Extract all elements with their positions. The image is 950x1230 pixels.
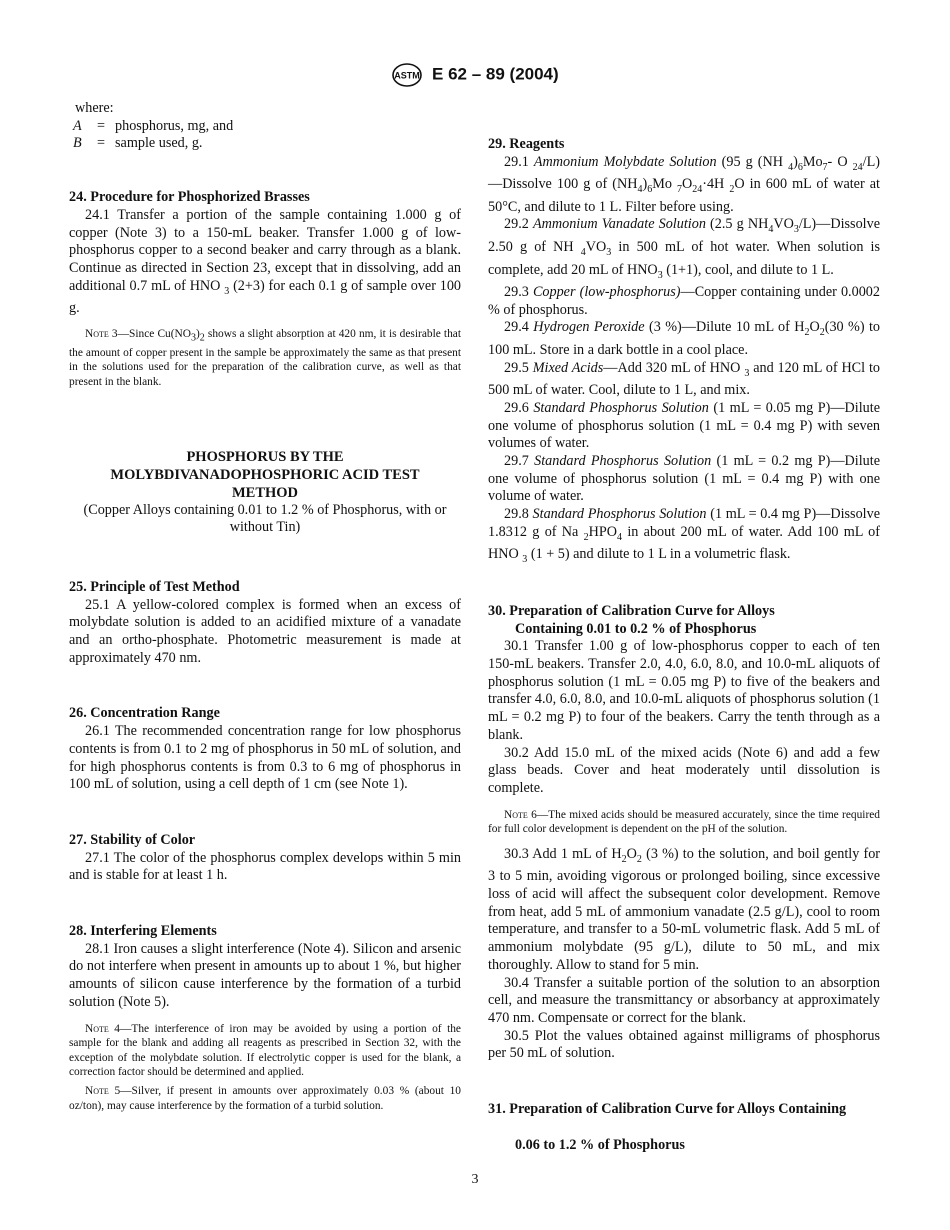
note-5: Note 5—Silver, if present in amounts over approximately 0.03 % (about 10 oz/ton), may cause interference by the formation of a turbid solution. xyxy=(69,1084,461,1112)
paragraph-29-1: 29.1 Ammonium Molybdate Solution (95 g (NH $_4)_6Mo_7-$ O $_{24}$/L)—Dissolve 100 g of $(NH_4)_6Mo$ $_7O_{24}\cdot 4H$ $_2$O in 600 mL of water at 50°C, and dilute to 1 L. Filter before using. xyxy=(488,153,880,215)
where-row xyxy=(69,135,461,153)
paragraph-29-3: 29.3 Copper (low-phosphorus)—Copper containing under 0.0002 % of phosphorus. xyxy=(488,284,880,318)
paragraph-25-1: 25.1 A yellow-colored complex is formed when an excess of molybdate solution is added to an acidified mixture of a vanadate and an ortho-phosphate. Photometric measurement is made at approximately 470 nm. xyxy=(69,596,461,666)
paragraph-26-1: 26.1 The recommended concentration range for low phosphorus contents is from 0.1 to 2 mg of phosphorus in 50 mL of solution, and for high phosphorus contents is from 0.3 to 6 mg of phosphorus in 100 mL of solution, using a cell depth of 1 cm (see Note 1). xyxy=(69,723,461,793)
paragraph-29-2: 29.2 Ammonium Vanadate Solution (2.5 g $NH_4VO_3/L)—Dissolve$ 2.50 g of NH $_4VO_3$ in 500 mL of hot water. When solution is complete, add 20 mL of $HNO_3$ (1+1), cool, and dilute to 1 L. xyxy=(488,216,881,281)
note-3: Note 3—Since $Cu(NO_3)_2$ shows a slight absorption at 420 nm, it is desirable that the amount of copper present in the sample be approximately the same as that present in the solutions used for the preparation of the calibration curve, as well as that present in the blank. xyxy=(69,327,461,388)
paragraph-29-8: 29.8 Standard Phosphorus Solution (1 mL = 0.4 mg P)—Dissolve 1.8312 g of Na $_2HPO_4$ in about 200 mL of water. Add 100 mL of HNO $_3$ (1 + 5) and dilute to 1 L in a volumetric flask. xyxy=(488,506,881,566)
section-27-title: 27. Stability of Color xyxy=(69,831,196,848)
right-column xyxy=(488,136,880,1155)
section-29-title: 29. Reagents xyxy=(488,136,565,152)
paragraph-30-2: 30.2 Add 15.0 mL of the mixed acids (Note 6) and add a few glass beads. Cover and heat moderately until dissolution is complete. xyxy=(488,744,880,796)
paragraph-30-1: 30.1 Transfer 1.00 g of low-phosphorus copper to each of ten 150-mL beakers. Transfer 2.0, 4.0, 6.0, 8.0, and 10.0-mL aliquots of phosphorus solution (1 mL = 0.05 mg P) to five of the beakers and transfer 4.0, 6.0, 8.0, and 10.0-mL aliquots of phosphorus solution (1 mL = 0.2 mg P) to four of the beakers. Carry the tenth through as a blank. xyxy=(488,638,880,743)
where-row xyxy=(69,118,461,136)
paragraph-30-4: 30.4 Transfer a suitable portion of the solution to an absorption cell, and measure the transmittancy or absorbancy at approximately 470 nm. Compensate or correct for the blank. xyxy=(488,974,880,1026)
variable-description: phosphorus, mg, and xyxy=(115,117,234,134)
section-31-title: 31. Preparation of Calibration Curve for Alloys Containing 0.06 to 1.2 % of Phosphorus xyxy=(488,1101,847,1153)
method-title: PHOSPHORUS BY THE MOLYBDIVANADOPHOSPHORIC ACID TEST METHOD xyxy=(110,448,420,501)
document-designation: E 62 – 89 (2004) xyxy=(432,64,559,84)
page-header xyxy=(0,62,950,88)
page-number: 3 xyxy=(471,1172,479,1187)
method-subtitle: (Copper Alloys containing 0.01 to 1.2 % of Phosphorus, with or without Tin) xyxy=(83,501,447,536)
section-26-title: 26. Concentration Range xyxy=(69,705,220,722)
paragraph-27-1: 27.1 The color of the phosphorus complex develops within 5 min and is stable for at least 1 h. xyxy=(69,849,461,884)
variable-symbol: B xyxy=(73,135,82,152)
variable-description: sample used, g. xyxy=(115,135,203,152)
where-label: where: xyxy=(75,100,114,116)
paragraph-29-5: 29.5 Mixed Acids—Add 320 mL of HNO $_3$ and 120 mL of HCl to 500 mL of water. Cool, dilute to 1 L, and mix. xyxy=(488,359,881,399)
equals-sign: = xyxy=(97,117,106,134)
astm-logo-icon xyxy=(391,62,423,88)
paragraph-29-6: 29.6 Standard Phosphorus Solution (1 mL = 0.05 mg P)—Dilute one volume of phosphorus solution (1 mL = 0.4 mg P) with seven volumes of water. xyxy=(488,399,880,452)
paragraph-24-1: 24.1 Transfer a portion of the sample containing 1.000 g of copper (Note 3) to a 150-mL beaker. Transfer 1.000 g of low-phosphorus copper to a second beaker and carry through as a blank. Continue as directed in Section 23, except that in dissolving, add an additional 0.7 mL of HNO $_3$ (2+3) for each 0.1 g of sample over 100 g. xyxy=(69,206,462,317)
equals-sign: = xyxy=(97,135,106,152)
section-28-title: 28. Interfering Elements xyxy=(69,923,217,940)
paragraph-28-1: 28.1 Iron causes a slight interference (Note 4). Silicon and arsenic do not interfere when present in amounts up to about 1 %, but higher amounts of silicon cause interference by the formation of a turbid solution (Note 5). xyxy=(69,940,461,1010)
left-column xyxy=(69,100,461,1113)
note-4: Note 4—The interference of iron may be avoided by using a portion of the sample for the blank and adding all reagents as prescribed in Section 32, with the exception of the molybdate solution. If electrolytic copper is used for the blank, a correction factor should be determined and applied. xyxy=(69,1022,461,1079)
section-24-title: 24. Procedure for Phosphorized Brasses xyxy=(69,189,310,206)
section-30-title: 30. Preparation of Calibration Curve for Alloys Containing 0.01 to 0.2 % of Phosphorus xyxy=(488,602,775,637)
paragraph-30-5: 30.5 Plot the values obtained against milligrams of phosphorus per 50 mL of solution. xyxy=(488,1027,880,1062)
section-25-title: 25. Principle of Test Method xyxy=(69,578,240,595)
note-6: Note 6—The mixed acids should be measured accurately, since the time required for full color development is dependent on the pH of the solution. xyxy=(488,808,880,836)
paragraph-29-7: 29.7 Standard Phosphorus Solution (1 mL = 0.2 mg P)—Dilute one volume of phosphorus solution (1 mL = 0.4 mg P) with one volume of water. xyxy=(488,453,881,505)
svg-text:ASTM: ASTM xyxy=(394,70,421,81)
paragraph-29-4: 29.4 Hydrogen Peroxide (3 %)—Dilute 10 mL of $H_2O_2(30$ %) to 100 mL. Store in a dark bottle in a cool place. xyxy=(488,319,881,358)
variable-symbol: A xyxy=(73,117,82,134)
paragraph-30-3: 30.3 Add 1 mL of $H_2O_2$ (3 %) to the solution, and boil gently for 3 to 5 min, avoiding vigorous or prolonged boiling, since excessive loss of acid will affect the subsequent color development. Remove from heat, add 5 mL of ammonium vanadate (2.5 g/L), cool to room temperature, and transfer to a 50-mL volumetric flask. Add 5 mL of ammonium molybdate (95 g/L), dilute to 50 mL, and mix thoroughly. Allow to stand for 5 min. xyxy=(488,845,881,973)
